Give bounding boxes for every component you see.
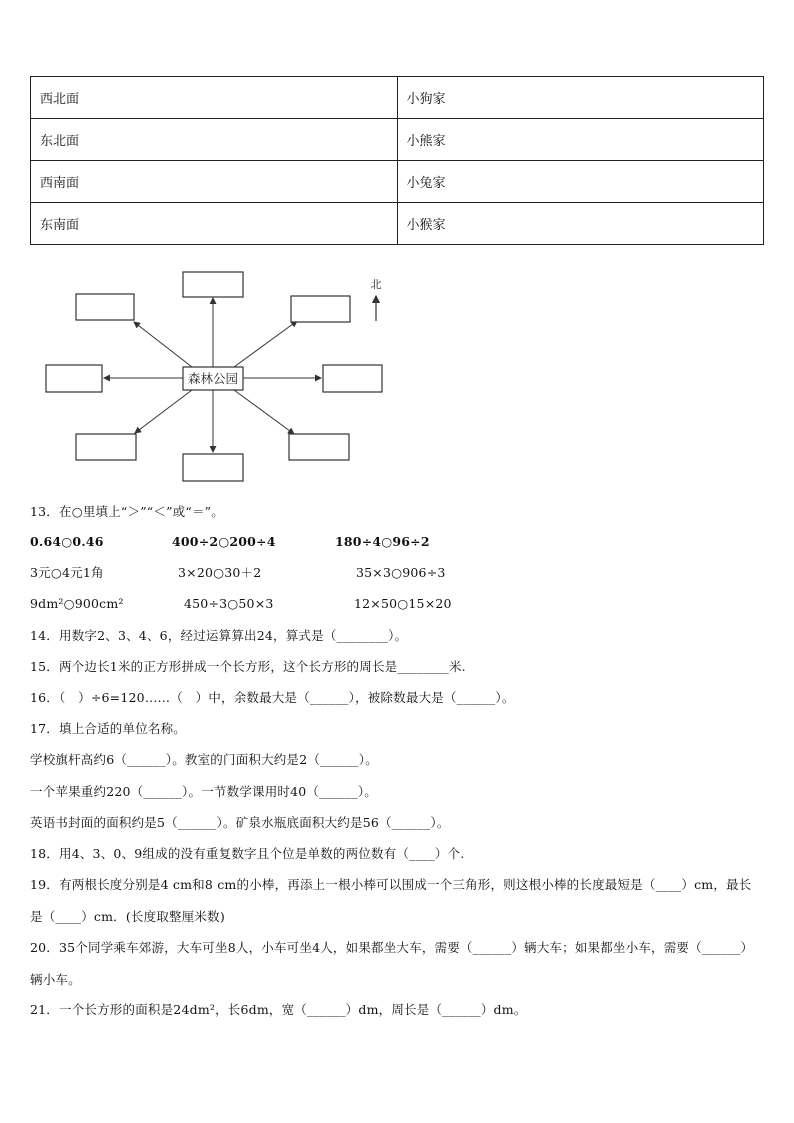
- blank-box-northwest: [76, 294, 134, 320]
- q13-item: 12×50○15×20: [354, 596, 452, 611]
- q13-item: 3元○4元1角: [30, 565, 104, 580]
- table-cell: 小猴家: [397, 203, 764, 245]
- q13-item: 3×20○30＋2: [178, 565, 262, 580]
- blank-box-south: [183, 454, 243, 481]
- q13-row-2: [30, 565, 760, 581]
- arrow-northwest: [134, 322, 192, 367]
- table-cell: 小狗家: [397, 77, 764, 119]
- blank-box-north: [183, 272, 243, 297]
- q13-stem: 13．在○里填上“＞”“＜”或“＝”。: [30, 504, 224, 519]
- center-label: 森林公园: [187, 371, 239, 386]
- table-cell: 小熊家: [397, 119, 764, 161]
- q13-item: 180÷4○96÷2: [335, 534, 430, 549]
- table-cell: 小兔家: [397, 161, 764, 203]
- north-label: 北: [370, 278, 382, 291]
- direction-table: [30, 76, 764, 245]
- q13-item: 35×3○906÷3: [356, 565, 446, 580]
- question-15: 15．两个边长1米的正方形拼成一个长方形，这个长方形的周长是________米.: [30, 659, 466, 674]
- table-row: [31, 203, 764, 245]
- question-19: 19．有两根长度分别是4 cm和8 cm的小棒，再添上一根小棒可以围成一个三角形，则这根小棒的长度最短是（____）cm，最长是（____）cm．(长度取整厘米数): [30, 877, 752, 924]
- blank-box-east: [323, 365, 382, 392]
- q13-item: 400÷2○200÷4: [172, 534, 276, 549]
- question-18: 18．用4、3、0、9组成的没有重复数字且个位是单数的两位数有（____）个.: [30, 846, 465, 861]
- question-17: 17．填上合适的单位名称。: [30, 721, 187, 736]
- table-cell: 东北面: [31, 119, 398, 161]
- question-21: 21．一个长方形的面积是24dm²，长6dm，宽（______）dm，周长是（______）dm。: [30, 1002, 527, 1017]
- q13-item: 0.64○0.46: [30, 534, 104, 549]
- question-17-line-2: 一个苹果重约220（______）。一节数学课用时40（______）。: [30, 784, 377, 799]
- table-cell: 东南面: [31, 203, 398, 245]
- q13-row-1: [30, 534, 760, 550]
- q13-item: 9dm²○900cm²: [30, 596, 124, 611]
- q13-item: 450÷3○50×3: [184, 596, 274, 611]
- question-17-line-1: 学校旗杆高约6（______）。教室的门面积大约是2（______）。: [30, 752, 378, 767]
- blank-box-west: [46, 365, 102, 392]
- blank-box-southwest: [76, 434, 136, 460]
- q13-row-3: [30, 596, 760, 612]
- arrow-northeast: [234, 321, 297, 367]
- table-cell: 西北面: [31, 77, 398, 119]
- blank-box-northeast: [291, 296, 350, 322]
- question-14: 14．用数字2、3、4、6，经过运算算出24，算式是（________）。: [30, 628, 408, 643]
- question-17-line-3: 英语书封面的面积约是5（______）。矿泉水瓶底面积大约是56（______）。: [30, 815, 450, 830]
- arrow-southwest: [135, 390, 192, 433]
- table-row: [31, 161, 764, 203]
- direction-map: [40, 266, 390, 486]
- table-cell: 西南面: [31, 161, 398, 203]
- table-row: [31, 119, 764, 161]
- table-row: [31, 77, 764, 119]
- blank-box-southeast: [289, 434, 349, 460]
- arrow-southeast: [234, 390, 294, 434]
- question-16: 16．（ ）÷6=120……（ ）中，余数最大是（______），被除数最大是（______）。: [30, 690, 515, 705]
- question-20: 20．35个同学乘车郊游，大车可坐8人，小车可坐4人，如果都坐大车，需要（______）辆大车；如果都坐小车，需要（______）辆小车。: [30, 940, 754, 987]
